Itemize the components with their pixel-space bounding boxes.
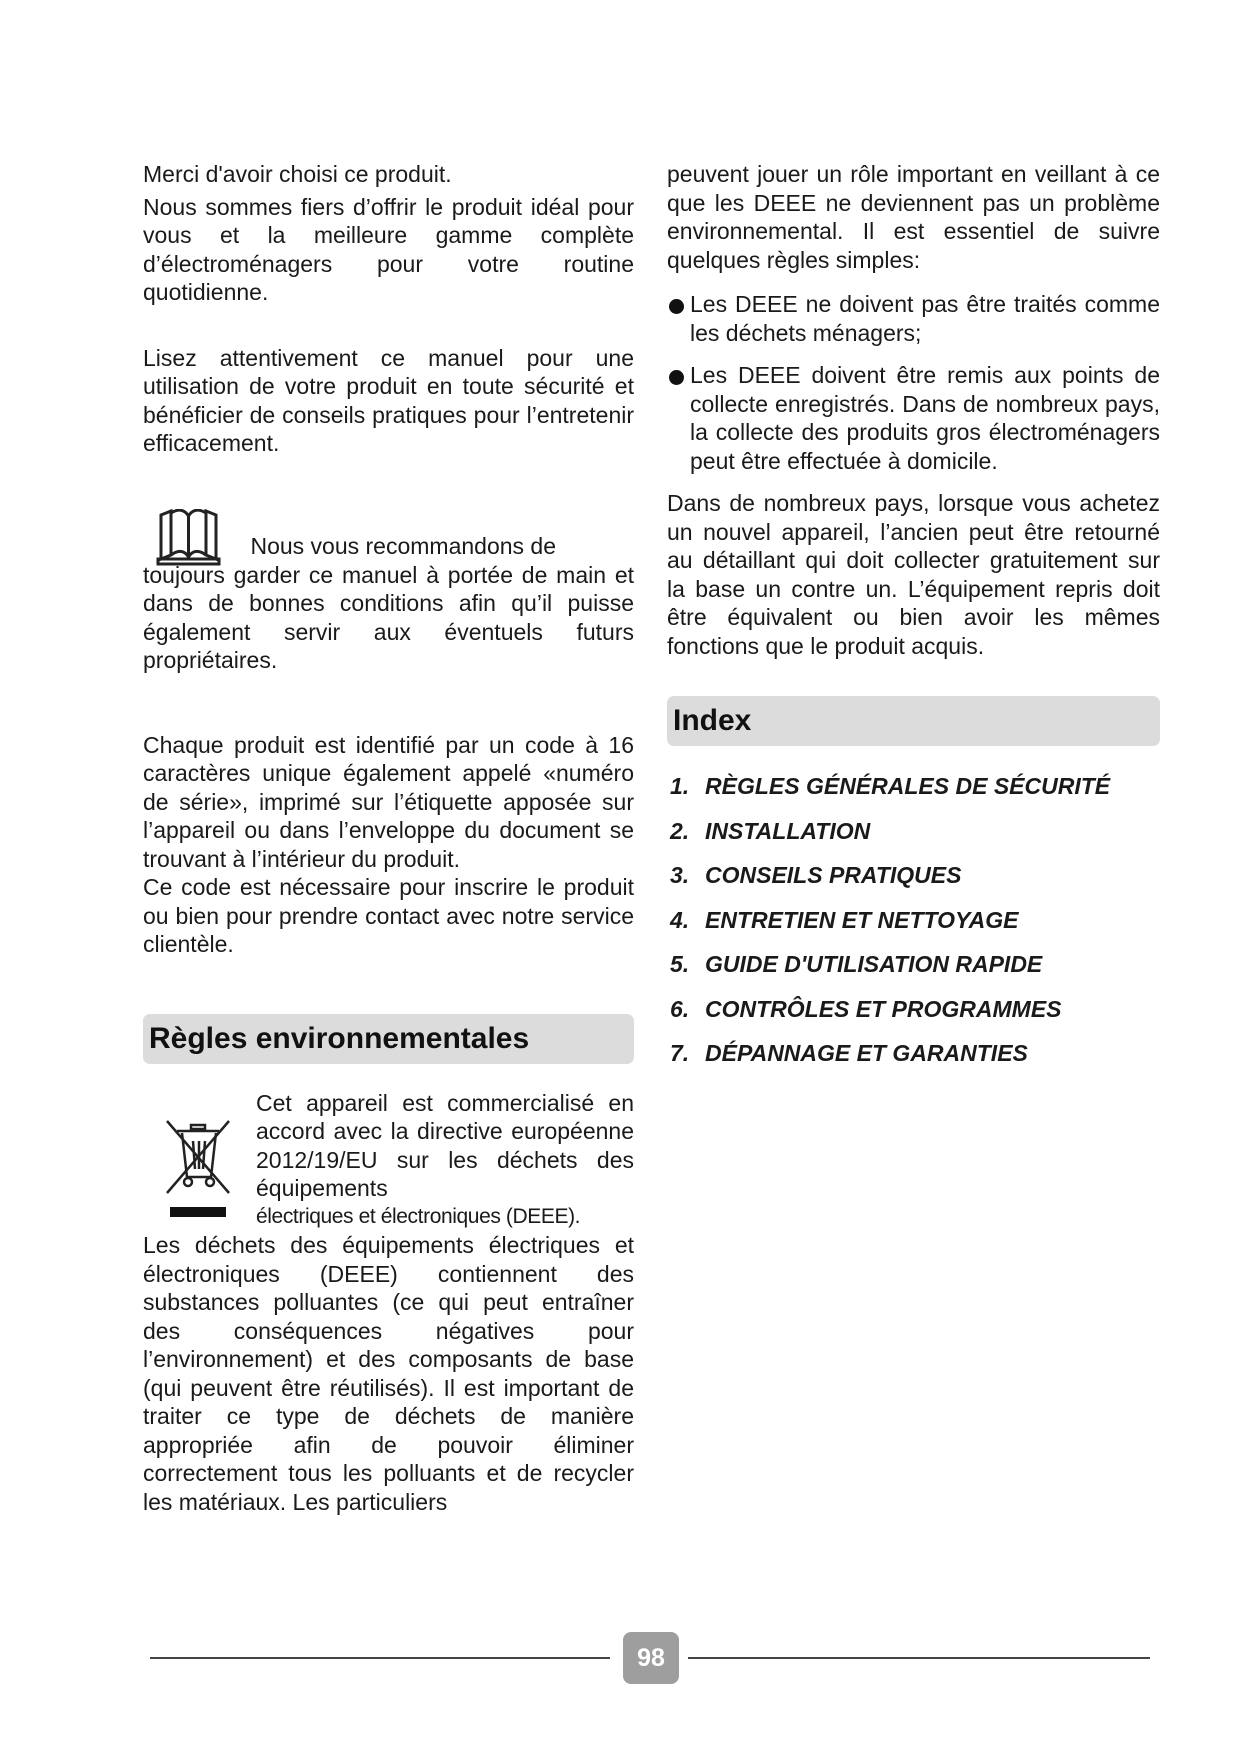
serial-usage-paragraph: Ce code est nécessaire pour inscrire le produit ou bien pour prendre contact avec notre service clientèle. [143,874,634,957]
thanks-paragraph: Merci d'avoir choisi ce produit. [143,161,452,187]
index-item[interactable]: 6. CONTRÔLES ET PROGRAMMES [670,995,1062,1022]
bullet-icon [669,299,684,314]
keep-manual-intro: Nous vous recommandons de [250,533,557,559]
index-item[interactable]: 7. DÉPANNAGE ET GARANTIES [670,1040,1028,1066]
open-book-icon [155,509,222,567]
keep-manual-block [143,509,634,675]
weee-directive-small-text: électriques et électroniques (DEEE). [256,1204,581,1228]
intro-paragraph: Nous sommes fiers d’offrir le produit idéal pour vous et la meilleure gamme complète d’électroménagers pour votre routine quotidienne. [143,193,634,305]
serial-code-paragraph: Chaque produit est identifié par un code à 16 caractères unique également appelé «numéro de série», imprimé sur l’étiquette apposée sur l’appareil ou dans l’enveloppe du document se trouvant à l’intérieur du produit. [143,731,634,872]
footer-divider-right [688,1657,1150,1659]
footer-divider-left [150,1657,610,1659]
return-policy-paragraph: Dans de nombreux pays, lorsque vous achetez un nouvel appareil, l’ancien peut être retourné au détaillant qui doit collecter gratuitement sur la base un contre un. L’équipement repris doit être équivalent ou bien avoir les mêmes fonctions que le produit acquis. [667,490,1160,659]
crossed-out-wheeled-bin-icon [163,1111,233,1221]
weee-continuation-paragraph: peuvent jouer un rôle important en veillant à ce que les DEEE ne deviennent pas un problème environnemental. Il est essentiel de suivre quelques règles simples: [667,161,1160,273]
index-item[interactable]: 2. INSTALLATION [670,817,871,844]
keep-manual-paragraph: toujours garder ce manuel à portée de main et dans de bonnes conditions afin qu’il puisse également servir aux éventuels futurs propriétaires. [143,561,634,673]
index-list [667,772,1160,1084]
read-manual-paragraph: Lisez attentivement ce manuel pour une utilisation de votre produit en toute sécurité et bénéficier de conseils pratiques pour l’entretenir efficacement. [143,344,634,456]
bullet-icon [669,370,684,385]
weee-directive-text [256,1089,634,1232]
index-item[interactable]: 3. CONSEILS PRATIQUES [670,862,962,888]
list-item [667,290,1160,347]
bullet-text: Les DEEE doivent être remis aux points de collecte enregistrés. Dans de nombreux pays, la collecte des produits gros électroménagers peut être effectuée à domicile. [690,362,1160,474]
list-item [667,361,1160,475]
page-number-badge: 98 [623,1632,679,1684]
weee-block [143,1089,634,1517]
weee-rules-list [667,290,1160,475]
left-column [143,160,634,1516]
index-item[interactable]: 4. ENTRETIEN ET NETTOYAGE [670,906,1019,933]
bullet-text: Les DEEE ne doivent pas être traités comme les déchets ménagers; [690,291,1160,346]
right-column [667,160,1160,1084]
weee-body-paragraph: Les déchets des équipements électriques et électroniques (DEEE) contiennent des substances polluantes (ce qui peut entraîner des conséquences négatives pour l’environnement) et des composants de base (qui peuvent être réutilisés). Il est important de traiter ce type de déchets de manière appropriée afin de pouvoir éliminer correctement tous les polluants et de recycler les matériaux. Les particuliers [143,1232,634,1515]
index-heading: Index [667,696,1160,746]
index-item[interactable]: 5. GUIDE D'UTILISATION RAPIDE [670,951,1043,977]
environment-heading: Règles environnementales [143,1014,634,1064]
weee-directive-paragraph: Cet appareil est commercialisé en accord avec la directive européenne 2012/19/EU sur les déchets des équipements [256,1089,634,1201]
index-item[interactable]: 1. RÈGLES GÉNÉRALES DE SÉCURITÉ [670,773,1111,799]
